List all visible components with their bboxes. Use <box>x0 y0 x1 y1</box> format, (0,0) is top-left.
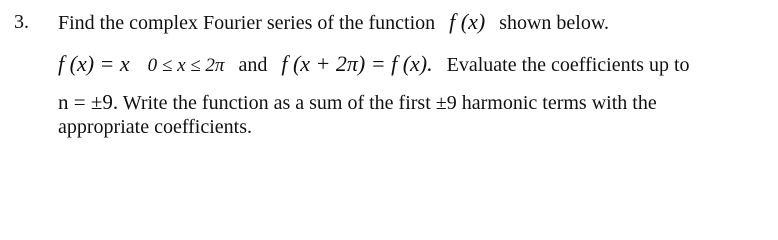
problem-line-4 <box>58 113 252 141</box>
problem-number: 3. <box>14 11 29 33</box>
problem-line-2 <box>58 50 690 80</box>
problem-line-1 <box>58 8 609 37</box>
problem-text-4: appropriate coefficients. <box>58 116 252 138</box>
problem-text-3: Write the function as a sum of the first ±9 harmonic terms with the <box>122 92 657 114</box>
function-f-of-x: f (x) <box>449 9 486 34</box>
function-definition: f (x) = x <box>58 51 130 76</box>
harmonic-range: n = ±9. <box>58 90 119 114</box>
conjunction-and: and <box>238 54 268 76</box>
periodicity-condition: f (x + 2π) = f (x). <box>281 51 433 76</box>
domain-inequality: 0 ≤ x ≤ 2π <box>147 55 225 76</box>
problem-text-1: Find the complex Fourier series of the function <box>58 12 436 34</box>
problem-text-1-tail: shown below. <box>499 12 609 34</box>
problem-text-2-tail: Evaluate the coefficients up to <box>446 54 690 76</box>
